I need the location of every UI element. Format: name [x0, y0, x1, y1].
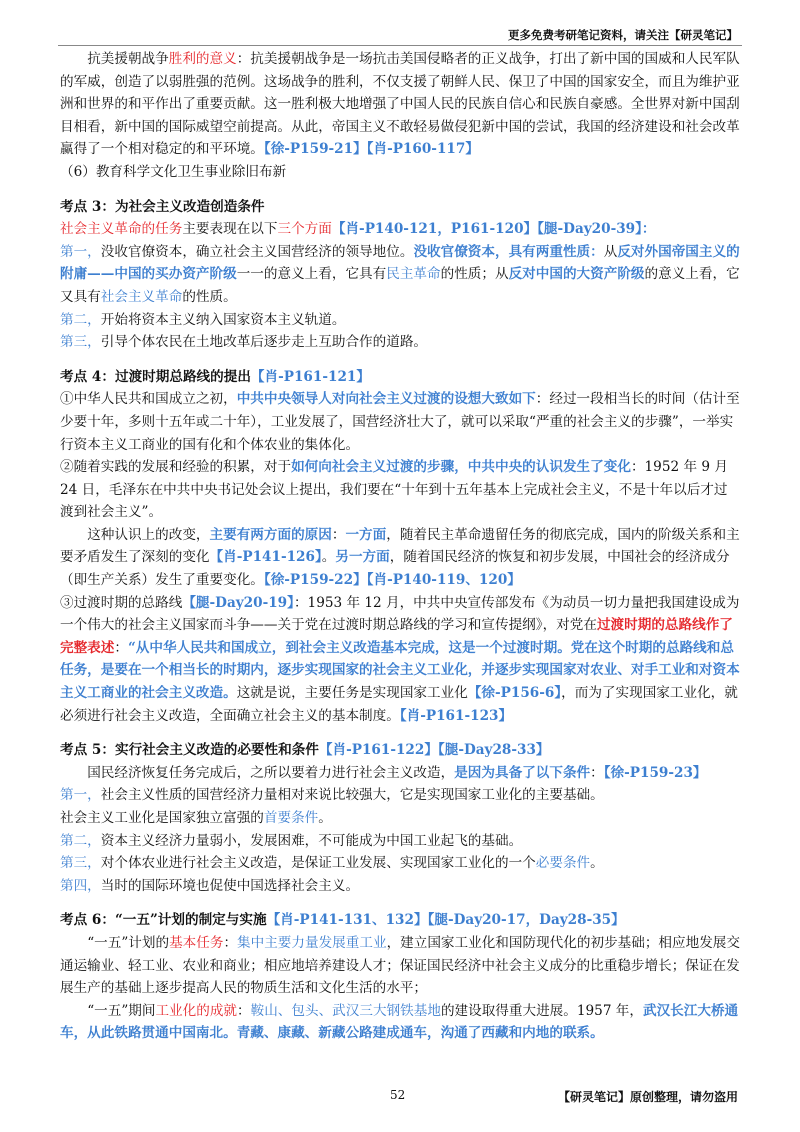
header-divider [58, 45, 742, 46]
kd4-heading: 考点 4：过渡时期总路线的提出【肖-P161-121】 [60, 368, 370, 385]
kd6-heading: 考点 6：“一五”计划的制定与实施【肖-P141-131、132】【腿-Day20-17，Day28-35】 [60, 912, 625, 929]
kd6-basic-task: “一五”计划的基本任务：集中主要力量发展重工业，建立国家工业化和国防现代化的初步基础；相应地发展交通运输业、轻工业、农业和商业；相应地培养建设人才；保证国民经济中社会主义成分的比重稳步增长；保证在发展生产的基础上逐步提高人民的物质生活和文化生活的水平； [60, 934, 740, 997]
kd5-second: 第二，资本主义经济力量弱小，发展困难，不可能成为中国工业起飞的基础。 [60, 832, 523, 849]
kd5-intro: 国民经济恢复任务完成后，之所以要着力进行社会主义改造，是因为具备了以下条件：【徐-P159-23】 [87, 764, 707, 781]
kd3-heading: 考点 3：为社会主义改造创造条件 [60, 198, 265, 215]
kd6-achievements: “一五”期间工业化的成就：鞍山、包头、武汉三大钢铁基地的建设取得重大进展。1957 年，武汉长江大桥通车，从此铁路贯通中国南北。青藏、康藏、新藏公路建成通车，沟通了西藏和内地的联系。 [60, 1002, 739, 1042]
kd3-third: 第三，引导个体农民在土地改革后逐步走上互助合作的道路。 [60, 334, 428, 351]
kd4-point-2: ②随着实践的发展和经验的积累，对于如何向社会主义过渡的步骤，中共中央的认识发生了变化：1952 年 9 月 24 日，毛泽东在中共中央书记处会议上提出，我们要在“十年到十五年基本上完成社会主义，不是十年以后才过渡到社会主义”。 [60, 459, 728, 521]
kd5-first: 第一，社会主义性质的国营经济力量相对来说比较强大，它是实现国家工业化的主要基础。 [60, 787, 604, 804]
kd5-heading: 考点 5：实行社会主义改造的必要性和条件【肖-P161-122】【腿-Day28-33】 [60, 742, 550, 759]
header-note: 更多免费考研笔记资料，请关注【研灵笔记】 [508, 28, 738, 42]
footer-note: 【研灵笔记】原创整理，请勿盗用 [557, 1090, 738, 1104]
document-body [60, 48, 740, 1045]
item-6-line: （6）教育科学文化卫生事业除旧布新 [60, 163, 287, 180]
kd5-fourth: 第四，当时的国际环境也促使中国选择社会主义。 [60, 877, 360, 894]
kd3-second: 第二，开始将资本主义纳入国家资本主义轨道。 [60, 311, 346, 328]
kd4-point-1: ①中华人民共和国成立之初，中共中央领导人对向社会主义过渡的设想大致如下：经过一段相当长的时间（估计至少要十年，多则十五年或二十年），工业发展了，国营经济壮大了，就可以采取“严重的社会主义的步骤”，一举实行资本主义工商业的国有化和个体农业的集体化。 [60, 391, 740, 453]
kd3-first: 第一，没收官僚资本，确立社会主义国营经济的领导地位。没收官僚资本，具有两重性质：从反对外国帝国主义的附庸——中国的买办资产阶级一一的意义上看，它具有民主革命的性质；从反对中国的大资产阶级的意义上看，它又具有社会主义革命的性质。 [60, 243, 740, 305]
kd4-point-3: ③过渡时期的总路线【腿-Day20-19】：1953 年 12 月，中共中央宣传部发布《为动员一切力量把我国建设成为一个伟大的社会主义国家而斗争——关于党在过渡时期总路线的学习和宣传提纲》，对党在过渡时期的总路线作了完整表述：“从中华人民共和国成立，到社会主义改造基本完成，这是一个过渡时期。党在这个时期的总路线和总任务，是要在一个相当长的时期内，逐步实现国家的社会主义工业化，并逐步实现国家对农业、对手工业和对资本主义工商业的社会主义改造。这就是说，主要任务是实现国家工业化【徐-P156-6】，而为了实现国家工业化，就必须进行社会主义改造，全面确立社会主义的基本制度。【肖-P161-123】 [60, 594, 740, 724]
kd4-reasons: 这种认识上的改变，主要有两方面的原因：一方面，随着民主革命遗留任务的彻底完成，国内的阶级关系和主要矛盾发生了深刻的变化【肖-P141-126】。另一方面，随着国民经济的恢复和初步发展，中国社会的经济成分（即生产关系）发生了重要变化。【徐-P159-22】【肖-P140-119、120】 [60, 526, 740, 589]
page-number: 52 [390, 1088, 406, 1102]
kd5-third: 第三，对个体农业进行社会主义改造，是保证工业发展、实现国家工业化的一个必要条件。 [60, 855, 604, 872]
victory-significance-paragraph: 抗美援朝战争胜利的意义：抗美援朝战争是一场抗击美国侵略者的正义战争，打出了新中国的国威和人民军队的军威，创造了以弱胜强的范例。这场战争的胜利，不仅支援了朝鲜人民、保卫了中国的国家安全，而且为维护亚洲和世界的和平作出了重要贡献。这一胜利极大地增强了中国人民的民族自信心和民族自豪感。全世界对新中国刮目相看，新中国的国际威望空前提高。从此，帝国主义不敢轻易做侵犯新中国的尝试，我国的经济建设和社会改革赢得了一个相对稳定的和平环境。【徐-P159-21】【肖-P160-117】 [60, 51, 740, 158]
kd5-first-note: 社会主义工业化是国家独立富强的首要条件。 [60, 810, 332, 826]
kd3-intro: 社会主义革命的任务主要表现在以下三个方面【肖-P140-121，P161-120】【腿-Day20-39】： [60, 221, 656, 238]
